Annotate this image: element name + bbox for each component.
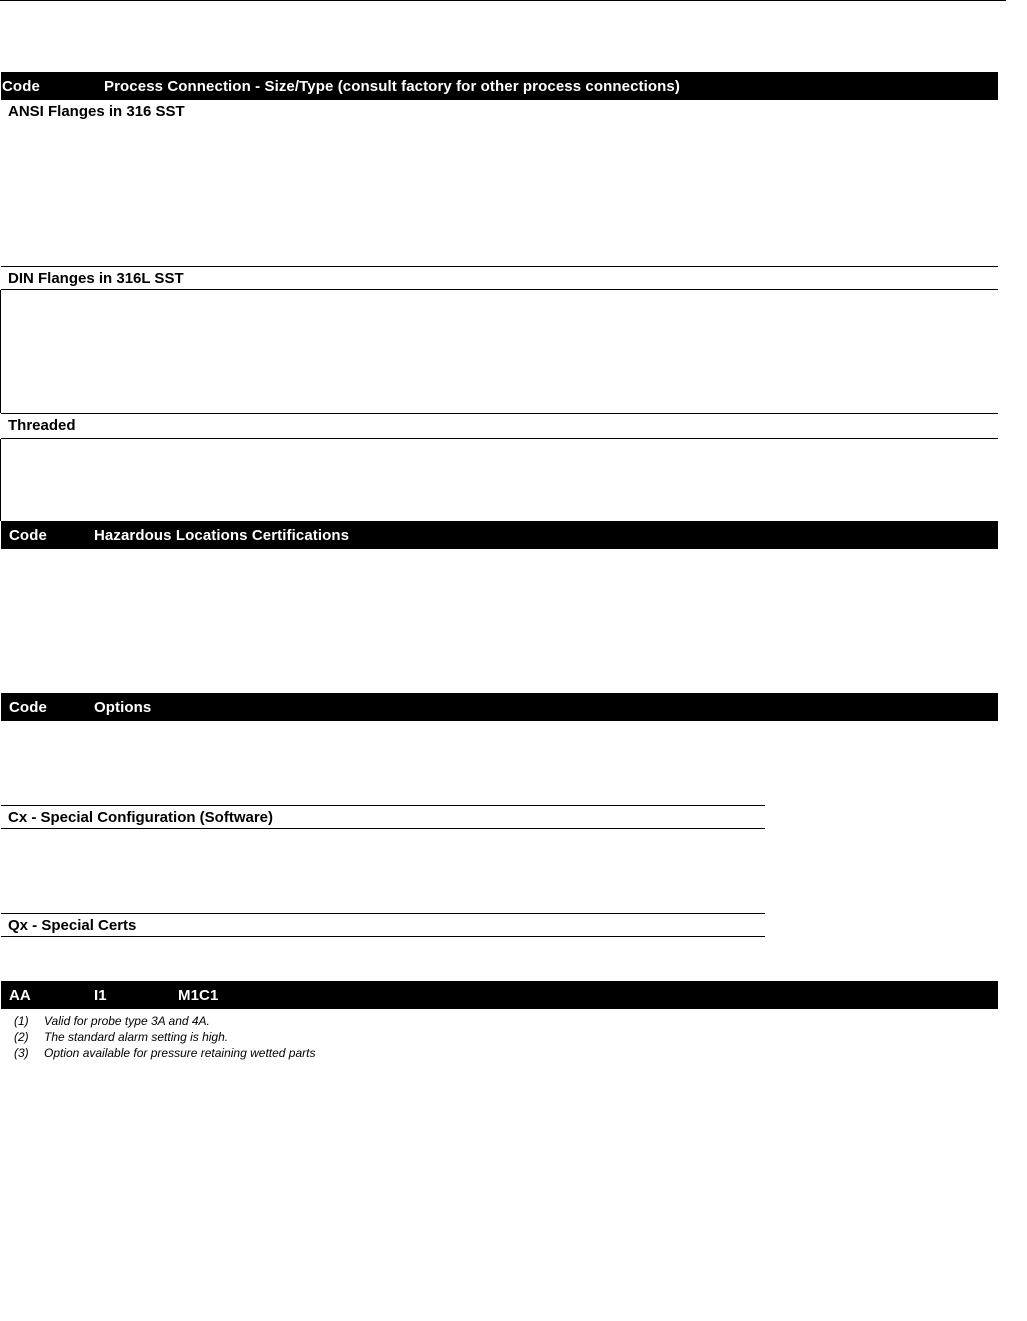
din-flanges-subheader	[1, 266, 998, 290]
ansi-flanges-heading: ANSI Flanges in 316 SST	[8, 103, 185, 120]
hazardous-title: Hazardous Locations Certifications	[94, 527, 350, 544]
code-column-label: Code	[2, 78, 40, 95]
threaded-subheader	[1, 413, 998, 439]
example-code-1: AA	[9, 987, 31, 1004]
footnote-1	[14, 1014, 210, 1028]
hazardous-header	[1, 521, 998, 549]
example-code-2: I1	[94, 987, 107, 1004]
din-flanges-heading: DIN Flanges in 316L SST	[8, 270, 184, 287]
code-column-label: Code	[9, 699, 47, 716]
din-section-border	[0, 290, 1, 413]
footnote-text: The standard alarm setting is high.	[44, 1030, 229, 1044]
process-connection-title: Process Connection - Size/Type (consult factory for other process connections)	[104, 78, 680, 95]
qx-heading: Qx - Special Certs	[8, 917, 137, 934]
example-code-3: M1C1	[178, 987, 219, 1004]
cx-special-configuration-subheader	[1, 805, 765, 829]
footnote-number: (3)	[14, 1046, 29, 1060]
footnote-text: Valid for probe type 3A and 4A.	[44, 1014, 210, 1028]
code-column-label: Code	[9, 527, 47, 544]
top-rule	[0, 0, 1006, 1]
footnote-3	[14, 1046, 315, 1060]
footnote-number: (2)	[14, 1030, 29, 1044]
cx-heading: Cx - Special Configuration (Software)	[8, 809, 274, 826]
threaded-section-border	[0, 439, 1, 521]
footnote-2	[14, 1030, 228, 1044]
threaded-heading: Threaded	[8, 417, 76, 434]
options-header	[1, 693, 998, 721]
example-model-code-bar	[1, 981, 998, 1009]
process-connection-header	[1, 72, 998, 100]
options-title: Options	[94, 699, 152, 716]
qx-special-certs-subheader	[1, 913, 765, 937]
footnote-number: (1)	[14, 1014, 29, 1028]
footnote-text: Option available for pressure retaining wetted parts	[44, 1046, 316, 1060]
